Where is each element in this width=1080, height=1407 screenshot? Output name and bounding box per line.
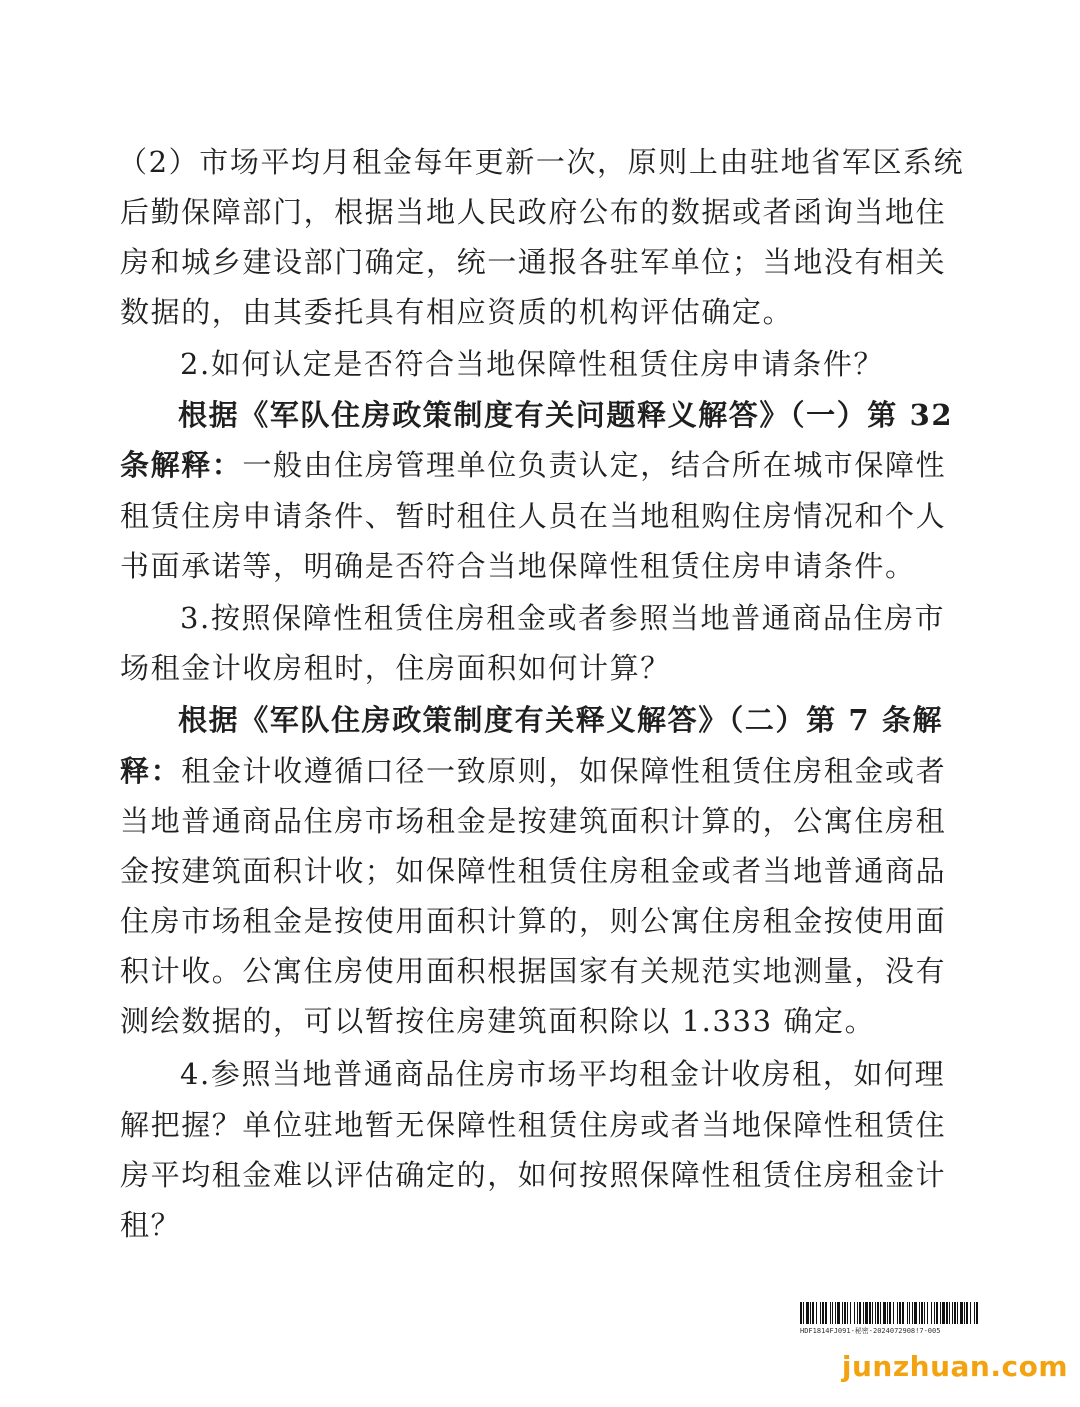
question-heading: 4.参照当地普通商品住房市场平均租金计收房租，如何理 (180, 1057, 946, 1091)
paragraph-text: 租金计收遵循口径一致原则，如保障性租赁住房租金或者 (181, 754, 947, 788)
question-heading: 3.按照保障性租赁住房租金或者参照当地普通商品住房市 (180, 601, 946, 635)
question-heading-cont: 租？ (120, 1208, 182, 1242)
paragraph-line: 住房市场租金是按使用面积计算的，则公寓住房租金按使用面 (120, 904, 947, 938)
barcode-caption: HDF1814FJ091-秘密-2024072908!7-005 (800, 1327, 941, 1335)
paragraph-text: 一般由住房管理单位负责认定，结合所在城市保障性 (242, 448, 947, 482)
barcode-bars (800, 1302, 980, 1324)
paragraph-line: 书面承诺等，明确是否符合当地保障性租赁住房申请条件。 (120, 549, 916, 583)
paragraph-line: 房和城乡建设部门确定，统一通报各驻军单位；当地没有相关 (120, 245, 947, 279)
paragraph-line: 金按建筑面积计收；如保障性租赁住房租金或者当地普通商品 (120, 854, 947, 888)
site-watermark: junzhuan.com (841, 1350, 1068, 1383)
citation-line: 根据《军队住房政策制度有关问题释义解答》（一）第 32 (178, 398, 954, 432)
citation-paragraph (120, 445, 946, 485)
question-heading-cont: 房平均租金难以评估确定的，如何按照保障性租赁住房租金计 (120, 1158, 947, 1192)
question-heading-cont: 解把握？单位驻地暂无保障性租赁住房或者当地保障性租赁住 (120, 1108, 947, 1142)
citation-line: 根据《军队住房政策制度有关释义解答》（二）第 7 条解 (178, 703, 944, 737)
question-heading: 2.如何认定是否符合当地保障性租赁住房申请条件？ (180, 347, 885, 381)
question-heading-cont: 场租金计收房租时，住房面积如何计算？ (120, 651, 671, 685)
document-barcode (800, 1302, 980, 1342)
paragraph-line: 测绘数据的，可以暂按住房建筑面积除以 1.333 确定。 (120, 1004, 876, 1038)
paragraph-line: （2）市场平均月租金每年更新一次，原则上由驻地省军区系统 (118, 145, 965, 179)
paragraph-line: 租赁住房申请条件、暂时租住人员在当地租购住房情况和个人 (120, 499, 947, 533)
paragraph-line: 后勤保障部门，根据当地人民政府公布的数据或者函询当地住 (120, 195, 947, 229)
citation-paragraph (120, 751, 946, 791)
paragraph-line: 数据的，由其委托具有相应资质的机构评估确定。 (120, 295, 794, 329)
paragraph-line: 当地普通商品住房市场租金是按建筑面积计算的，公寓住房租 (120, 804, 947, 838)
citation-label: 释： (120, 754, 182, 788)
barcode-bar (976, 1302, 978, 1324)
citation-label: 条解释： (120, 448, 243, 482)
paragraph-line: 积计收。公寓住房使用面积根据国家有关规范实地测量，没有 (120, 954, 947, 988)
